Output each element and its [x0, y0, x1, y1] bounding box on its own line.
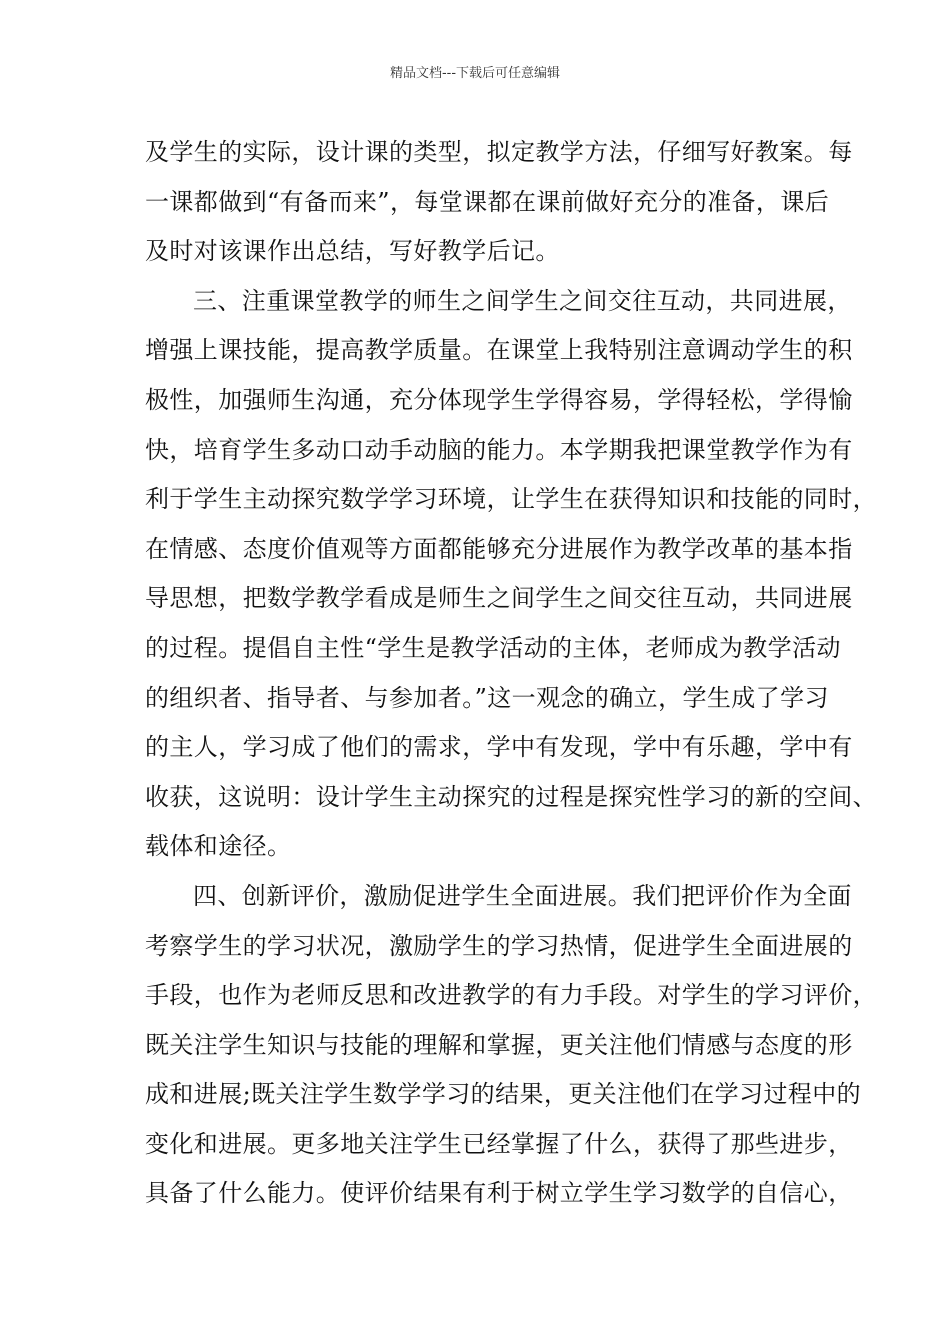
text-line: 在情感、态度价值观等方面都能够充分进展作为教学改革的基本指 [145, 534, 853, 563]
text-line: 一课都做到“有备而来”，每堂课都在课前做好充分的准备，课后 [145, 187, 830, 216]
document-body [145, 128, 877, 1219]
text-line: 利于学生主动探究数学学习环境，让学生在获得知识和技能的同时， [145, 485, 877, 514]
text-line: 的主人，学习成了他们的需求，学中有发现，学中有乐趣，学中有 [145, 733, 853, 762]
page-header: 精品文档---下载后可任意编辑 [389, 66, 561, 81]
text-line: 及学生的实际，设计课的类型，拟定教学方法，仔细写好教案。每 [145, 138, 853, 166]
text-line: 增强上课技能，提高教学质量。在课堂上我特别注意调动学生的积 [145, 336, 853, 365]
text-line: 收获，这说明：设计学生主动探究的过程是探究性学习的新的空间、 [145, 782, 877, 811]
text-line: 具备了什么能力。使评价结果有利于树立学生学习数学的自信心， [145, 1179, 853, 1208]
text-line: 考察学生的学习状况，激励学生的学习热情，促进学生全面进展的 [145, 931, 853, 960]
text-line: 极性，加强师生沟通，充分体现学生学得容易，学得轻松，学得愉 [145, 385, 853, 414]
text-line: 载体和途径。 [145, 832, 292, 861]
text-line: 手段，也作为老师反思和改进教学的有力手段。对学生的学习评价， [145, 981, 877, 1010]
text-line: 导思想，把数学教学看成是师生之间学生之间交往互动，共同进展 [145, 584, 853, 613]
text-line: 成和进展;既关注学生数学学习的结果，更关注他们在学习过程中的 [145, 1080, 862, 1109]
text-line: 快，培育学生多动口动手动脑的能力。本学期我把课堂教学作为有 [145, 435, 853, 464]
text-line: 的组织者、指导者、与参加者。”这一观念的确立，学生成了学习 [145, 683, 829, 712]
paragraph-start-line: 四、创新评价，激励促进学生全面进展。我们把评价作为全面 [193, 881, 852, 910]
paragraph-start-line: 三、注重课堂教学的师生之间学生之间交往互动，共同进展， [193, 286, 852, 315]
text-line: 变化和进展。更多地关注学生已经掌握了什么，获得了那些进步， [145, 1129, 853, 1158]
text-line: 既关注学生知识与技能的理解和掌握，更关注他们情感与态度的形 [145, 1030, 853, 1059]
text-line: 及时对该课作出总结，写好教学后记。 [145, 237, 560, 266]
text-line: 的过程。提倡自主性“学生是教学活动的主体，老师成为教学活动 [145, 633, 841, 662]
